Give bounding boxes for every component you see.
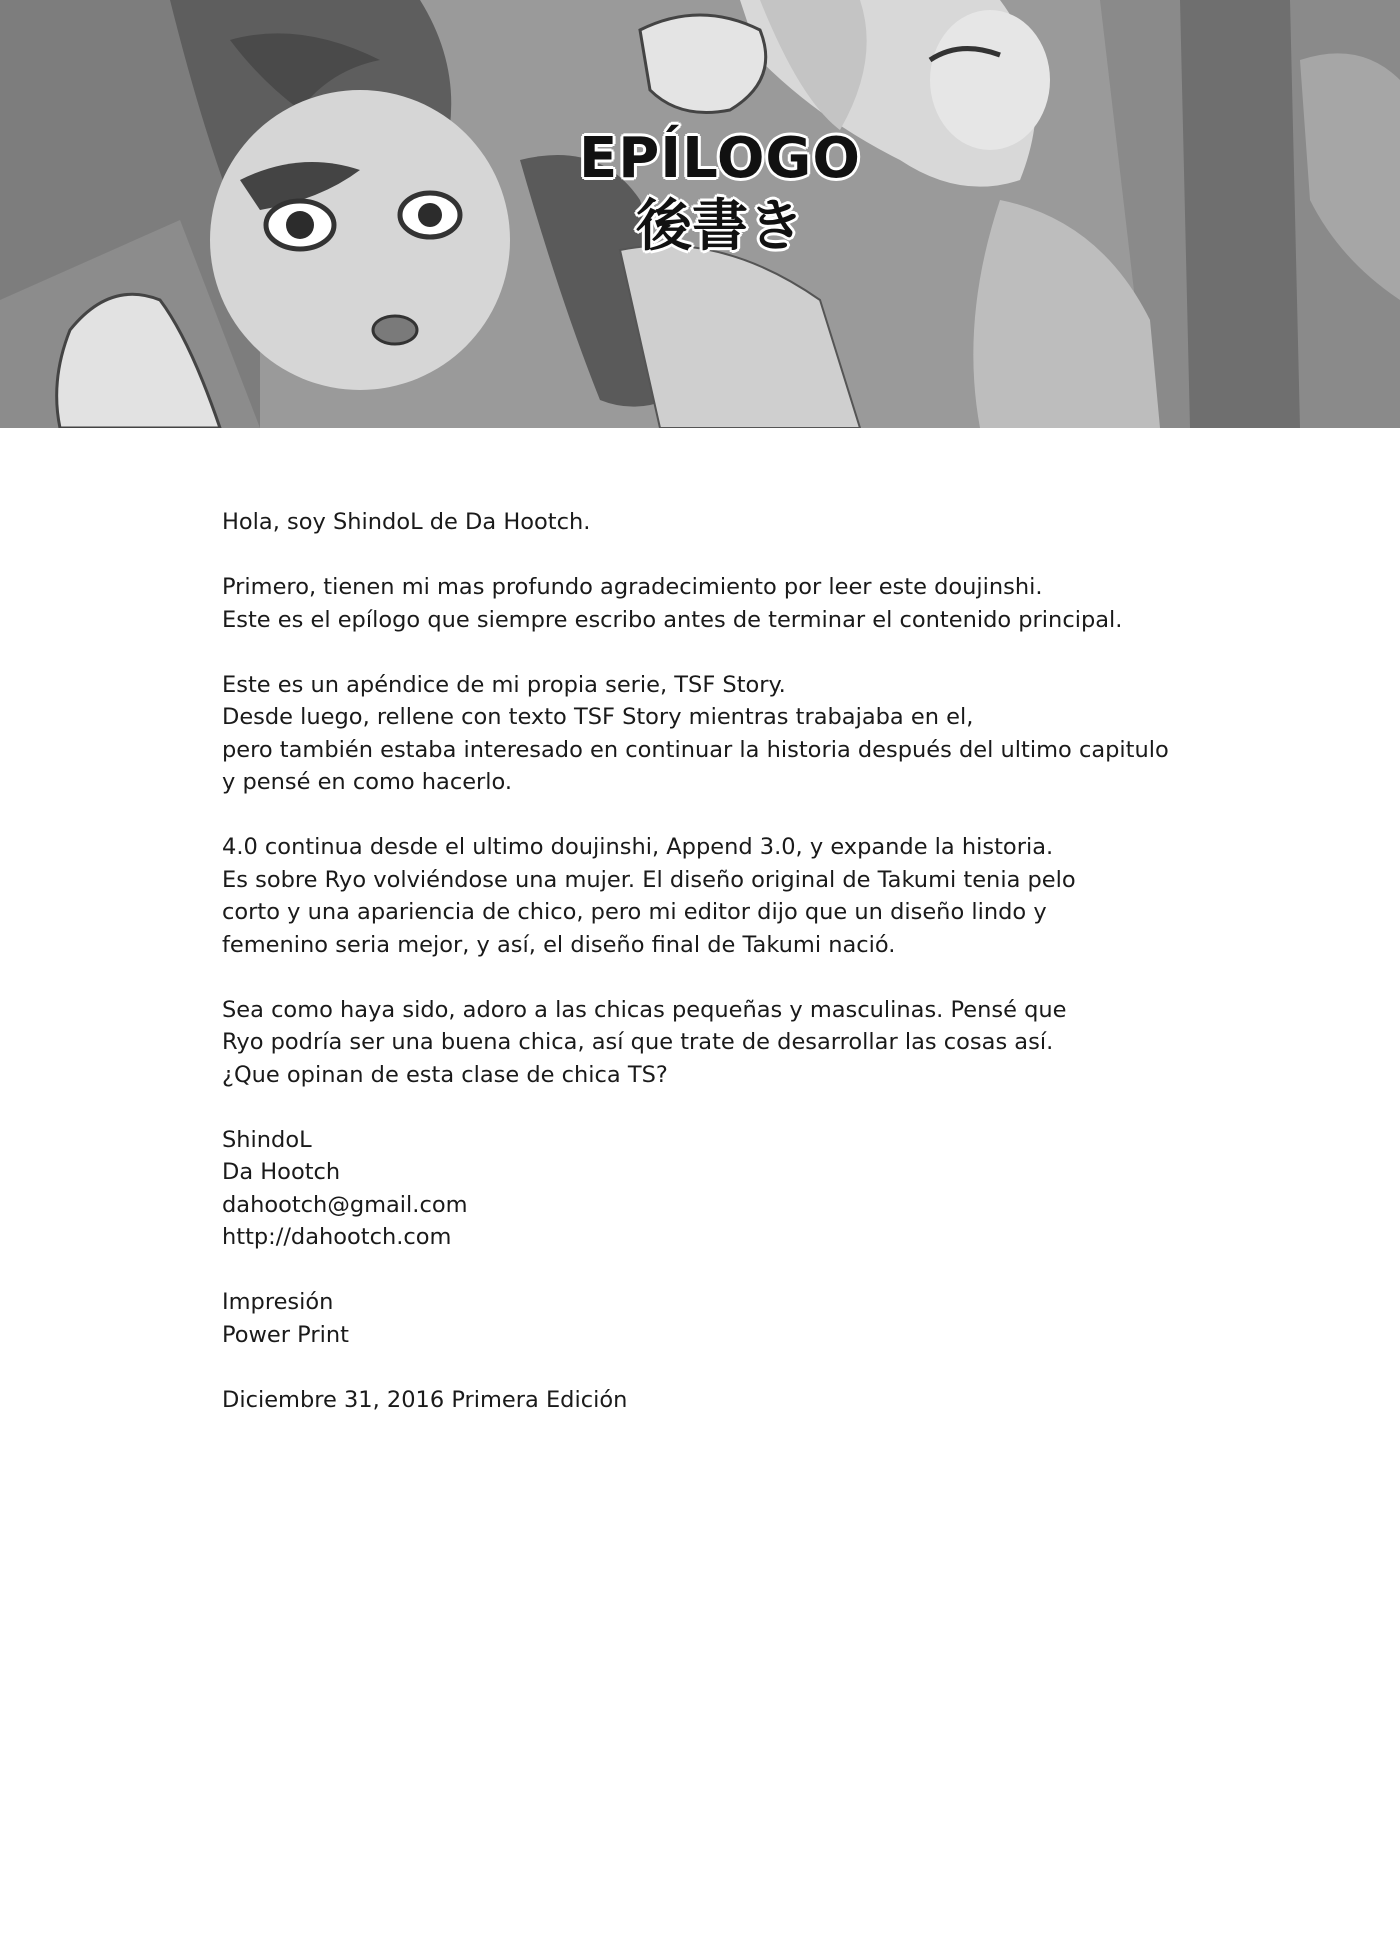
paragraph-opinion bbox=[222, 994, 1222, 1092]
epilogue-body bbox=[222, 506, 1222, 1449]
edition-date: Diciembre 31, 2016 Primera Edición bbox=[222, 1386, 628, 1413]
page-subtitle: 後書き bbox=[636, 194, 804, 259]
text-line: Este es un apéndice de mi propia serie, TSF Story. bbox=[222, 671, 786, 698]
text-line: Es sobre Ryo volviéndose una mujer. El diseño original de Takumi tenia pelo bbox=[222, 866, 1076, 893]
text-line: Primero, tienen mi mas profundo agradecimiento por leer este doujinshi. bbox=[222, 574, 1043, 600]
text-line: pero también estaba interesado en continuar la historia después del ultimo capitulo bbox=[222, 736, 1169, 763]
text-line: 4.0 continua desde el ultimo doujinshi, Append 3.0, y expande la historia. bbox=[222, 834, 1054, 860]
text-line: Impresión bbox=[222, 1289, 334, 1315]
website-link[interactable]: http://dahootch.com bbox=[222, 1224, 452, 1250]
header-illustration bbox=[0, 0, 1400, 428]
paragraph-edition bbox=[222, 1384, 1222, 1417]
text-line: y pensé en como hacerlo. bbox=[222, 769, 513, 795]
author-name: ShindoL bbox=[222, 1126, 312, 1153]
text-line: Ryo podría ser una buena chica, así que trate de desarrollar las cosas así. bbox=[222, 1029, 1054, 1055]
page-title: EPÍLOGO bbox=[579, 126, 861, 191]
contact-email[interactable]: dahootch@gmail.com bbox=[222, 1191, 468, 1218]
text-line: Sea como haya sido, adoro a las chicas pequeñas y masculinas. Pensé que bbox=[222, 996, 1067, 1023]
paragraph-series bbox=[222, 669, 1222, 799]
text-line: Power Print bbox=[222, 1321, 349, 1348]
circle-name: Da Hootch bbox=[222, 1159, 341, 1185]
paragraph-signature bbox=[222, 1124, 1222, 1254]
text-line: Este es el epílogo que siempre escribo antes de terminar el contenido principal. bbox=[222, 606, 1123, 633]
text-line: Desde luego, rellene con texto TSF Story mientras trabajaba en el, bbox=[222, 704, 974, 730]
paragraph-greeting bbox=[222, 506, 1222, 539]
text-line: Hola, soy ShindoL de Da Hootch. bbox=[222, 509, 591, 535]
paragraph-thanks bbox=[222, 571, 1222, 636]
text-line: corto y una apariencia de chico, pero mi editor dijo que un diseño lindo y bbox=[222, 899, 1047, 925]
title-block bbox=[0, 128, 1400, 262]
text-line: femenino seria mejor, y así, el diseño final de Takumi nació. bbox=[222, 931, 896, 958]
text-line: ¿Que opinan de esta clase de chica TS? bbox=[222, 1061, 668, 1088]
paragraph-printing bbox=[222, 1286, 1222, 1351]
paragraph-story bbox=[222, 831, 1222, 961]
